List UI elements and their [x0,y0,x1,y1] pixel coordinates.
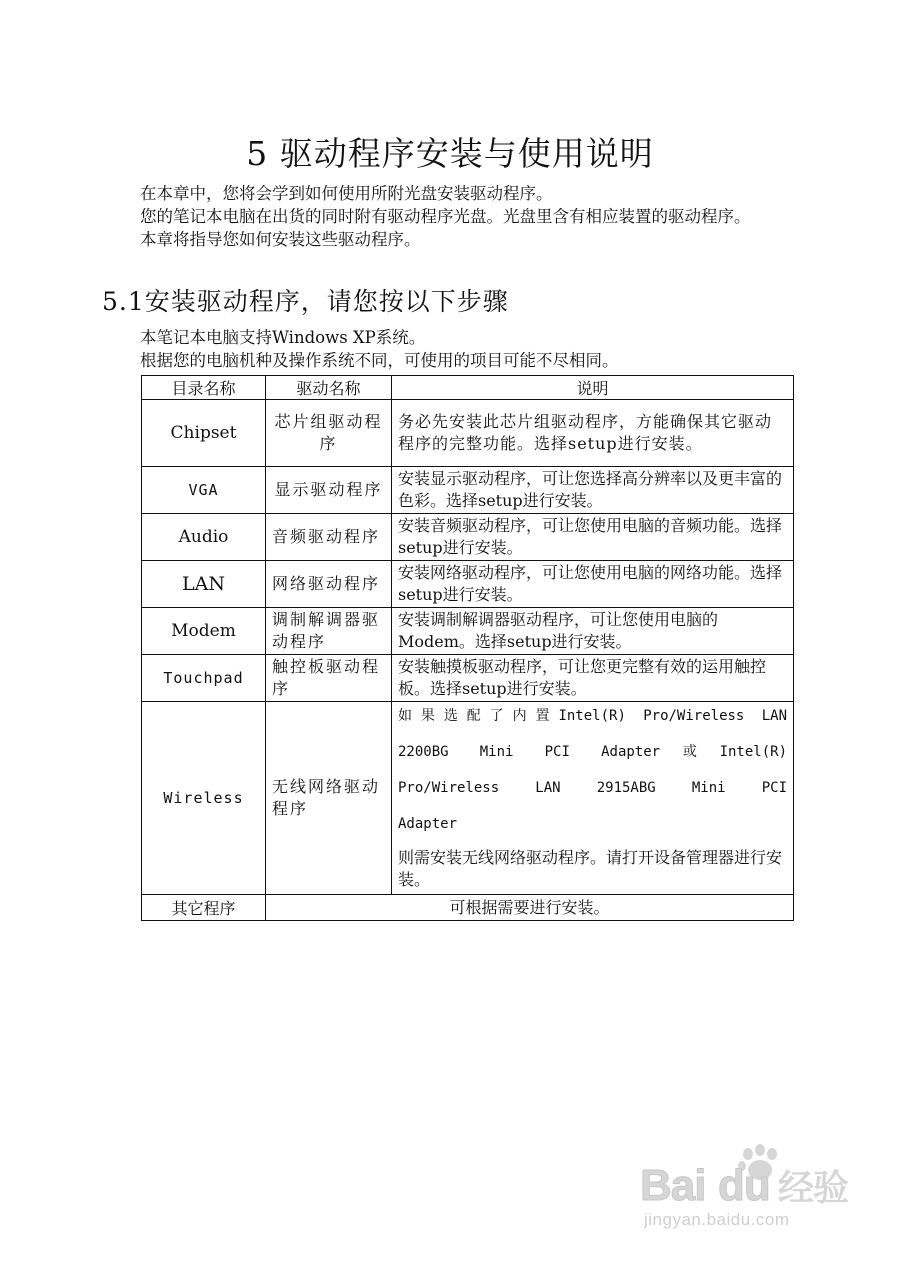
wireless-line: Pro/Wireless LAN 2915ABG Mini PCI [398,780,787,796]
cell-driver: 调制解调器驱动程序 [266,608,392,655]
wireless-tail: 则需安装无线网络驱动程序。请打开设备管理器进行安装。 [398,848,783,889]
cell-description: 可根据需要进行安装。 [266,895,794,921]
cell-description: 安装显示驱动程序，可让您选择高分辨率以及更丰富的色彩。选择setup进行安装。 [392,467,794,514]
cell-description: 安装触摸板驱动程序，可让您更完整有效的运用触控板。选择setup进行安装。 [392,655,794,702]
watermark [640,1140,860,1240]
wireless-line: 如果选配了内置Intel(R) Pro/Wireless LAN [398,708,787,724]
page-title: 5 驱动程序安装与使用说明 [246,134,654,173]
svg-text:经验: 经验 [778,1168,849,1209]
table-row [142,400,794,467]
section-line: 根据您的电脑机种及操作系统不同，可使用的项目可能不尽相同。 [140,351,619,370]
cell-category: LAN [142,561,266,608]
intro-paragraph: 您的笔记本电脑在出货的同时附有驱动程序光盘。光盘里含有相应装置的驱动程序。 [140,207,751,226]
cell-driver: 音频驱动程序 [266,514,392,561]
watermark-url: jingyan.baidu.com [644,1210,790,1229]
paw-icon [640,1140,860,1210]
driver-table [141,375,794,921]
section-heading: 5.1安装驱动程序，请您按以下步骤 [102,287,509,316]
cell-driver: 显示驱动程序 [266,467,392,514]
section-text [140,326,619,372]
header-driver: 驱动名称 [266,376,392,400]
cell-category: VGA [142,467,266,514]
cell-category: Audio [142,514,266,561]
cell-driver: 网络驱动程序 [266,561,392,608]
cell-description: 安装音频驱动程序，可让您使用电脑的音频功能。选择setup进行安装。 [392,514,794,561]
cell-category: 其它程序 [142,895,266,921]
header-description: 说明 [392,376,794,400]
cell-driver: 芯片组驱动程序 [266,400,392,467]
cell-driver: 无线网络驱动程序 [266,702,392,895]
baidu-logo [640,1140,860,1210]
table-row-wireless [142,702,794,895]
cell-description: 务必先安装此芯片组驱动程序，方能确保其它驱动程序的完整功能。选择setup进行安装。 [392,400,794,467]
table-row-other [142,895,794,921]
cell-category: Chipset [142,400,266,467]
svg-text:du: du [718,1161,770,1210]
table-row [142,467,794,514]
cell-description [392,702,794,895]
cell-category: Touchpad [142,655,266,702]
intro-text [102,182,790,251]
svg-text:Bai: Bai [640,1161,706,1210]
wireless-line: 2200BG Mini PCI Adapter或Intel(R) [398,744,787,760]
cell-driver: 触控板驱动程序 [266,655,392,702]
table-header-row [142,376,794,400]
table-row [142,514,794,561]
table-row [142,608,794,655]
table-row [142,655,794,702]
cell-category: Wireless [142,702,266,895]
wireless-line: Adapter [398,816,458,832]
cell-category: Modem [142,608,266,655]
cell-description: 安装调制解调器驱动程序，可让您使用电脑的Modem。选择setup进行安装。 [392,608,794,655]
cell-description: 安装网络驱动程序，可让您使用电脑的网络功能。选择setup进行安装。 [392,561,794,608]
table-row [142,561,794,608]
header-category: 目录名称 [142,376,266,400]
section-line: 本笔记本电脑支持Windows XP系统。 [140,328,426,347]
intro-paragraph: 本章将指导您如何安装这些驱动程序。 [140,230,421,249]
intro-paragraph: 在本章中，您将会学到如何使用所附光盘安装驱动程序。 [140,184,553,203]
